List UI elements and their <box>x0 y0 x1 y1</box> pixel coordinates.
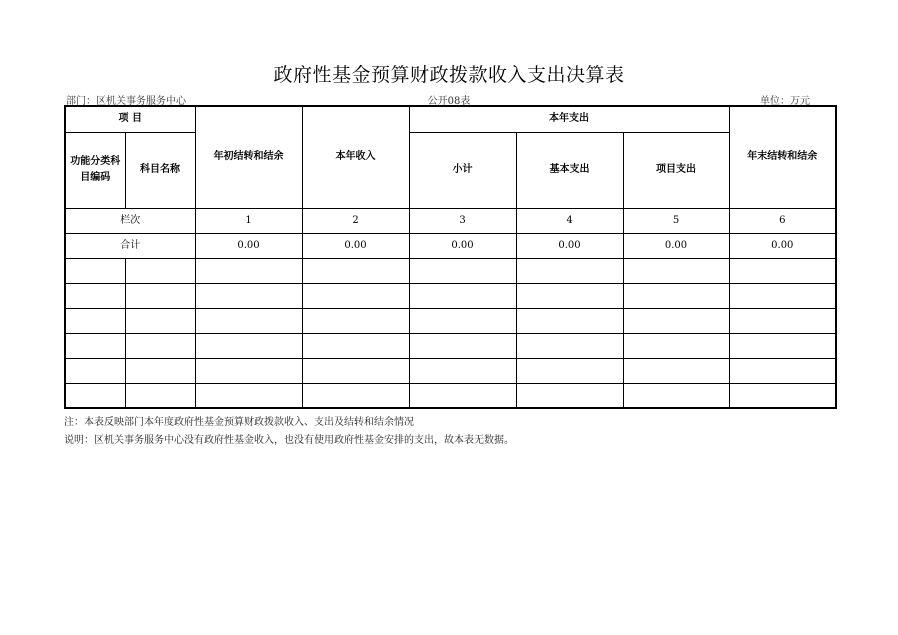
total-label: 合计 <box>65 233 195 258</box>
page-title: 政府性基金预算财政拨款收入支出决算表 <box>273 64 625 86</box>
table-cell <box>729 258 836 283</box>
table-cell <box>302 258 409 283</box>
table-cell <box>516 383 623 408</box>
table-cell <box>623 383 729 408</box>
table-cell <box>195 283 302 308</box>
table-cell <box>195 308 302 333</box>
table-cell <box>409 383 516 408</box>
table-cell <box>195 258 302 283</box>
footnote: 注：本表反映部门本年度政府性基金预算财政拨款收入、支出及结转和结余情况 <box>64 417 414 428</box>
table-cell <box>516 283 623 308</box>
table-cell <box>302 308 409 333</box>
table-row <box>65 358 836 383</box>
table-cell <box>409 358 516 383</box>
table-cell <box>65 358 125 383</box>
table-cell <box>302 333 409 358</box>
total-cell: 0.00 <box>409 233 516 258</box>
header-subtotal: 小计 <box>409 132 516 208</box>
table-cell <box>195 383 302 408</box>
table-row <box>65 308 836 333</box>
table-cell <box>125 358 195 383</box>
header-row-2 <box>65 132 836 182</box>
table-cell <box>623 258 729 283</box>
column-index-label: 栏次 <box>65 208 195 233</box>
total-cell: 0.00 <box>729 233 836 258</box>
header-basic-expense: 基本支出 <box>516 132 623 208</box>
total-cell: 0.00 <box>302 233 409 258</box>
table-cell <box>65 283 125 308</box>
total-row <box>65 233 836 258</box>
table-cell <box>125 333 195 358</box>
table-cell <box>623 358 729 383</box>
total-cell: 0.00 <box>516 233 623 258</box>
table-cell <box>623 333 729 358</box>
department-label: 部门：区机关事务服务中心 <box>66 96 186 107</box>
table-cell <box>302 383 409 408</box>
column-index-cell: 3 <box>409 208 516 233</box>
header-income: 本年收入 <box>302 106 409 208</box>
table-cell <box>516 333 623 358</box>
total-cell: 0.00 <box>623 233 729 258</box>
column-index-cell: 1 <box>195 208 302 233</box>
header-end-balance: 年末结转和结余 <box>729 106 836 208</box>
table-row <box>65 383 836 408</box>
budget-table <box>64 105 837 409</box>
table-cell <box>729 383 836 408</box>
total-cell: 0.00 <box>195 233 302 258</box>
header-project-expense: 项目支出 <box>623 132 729 208</box>
table-cell <box>65 308 125 333</box>
table-cell <box>623 283 729 308</box>
table-cell <box>409 333 516 358</box>
header-expense-group: 本年支出 <box>409 106 729 132</box>
table-cell <box>729 283 836 308</box>
table-cell <box>516 258 623 283</box>
table-cell <box>516 358 623 383</box>
table-cell <box>729 358 836 383</box>
table-cell <box>623 308 729 333</box>
table-cell <box>409 283 516 308</box>
column-index-row <box>65 208 836 233</box>
table-cell <box>125 258 195 283</box>
form-code-label: 公开08表 <box>427 96 471 107</box>
header-row-1 <box>65 106 836 132</box>
table-cell <box>302 283 409 308</box>
table-cell <box>65 258 125 283</box>
table-cell <box>125 308 195 333</box>
column-index-cell: 2 <box>302 208 409 233</box>
header-begin-balance: 年初结转和结余 <box>195 106 302 208</box>
table-cell <box>729 333 836 358</box>
header-func-code: 功能分类科目编码 <box>65 132 125 208</box>
table-cell <box>729 308 836 333</box>
table-cell <box>302 358 409 383</box>
table-cell <box>65 383 125 408</box>
table-cell <box>409 308 516 333</box>
table-row <box>65 333 836 358</box>
table-cell <box>65 333 125 358</box>
column-index-cell: 6 <box>729 208 836 233</box>
table-cell <box>409 258 516 283</box>
unit-label: 单位：万元 <box>760 96 810 107</box>
explanation-note: 说明：区机关事务服务中心没有政府性基金收入，也没有使用政府性基金安排的支出，故本表无数据。 <box>64 435 514 446</box>
table-row <box>65 258 836 283</box>
table-cell <box>125 383 195 408</box>
table-cell <box>516 308 623 333</box>
table-cell <box>195 358 302 383</box>
table-cell <box>195 333 302 358</box>
header-subject-name: 科目名称 <box>125 132 195 208</box>
table-cell <box>125 283 195 308</box>
table-row <box>65 283 836 308</box>
column-index-cell: 4 <box>516 208 623 233</box>
column-index-cell: 5 <box>623 208 729 233</box>
header-item: 项 目 <box>65 106 195 132</box>
